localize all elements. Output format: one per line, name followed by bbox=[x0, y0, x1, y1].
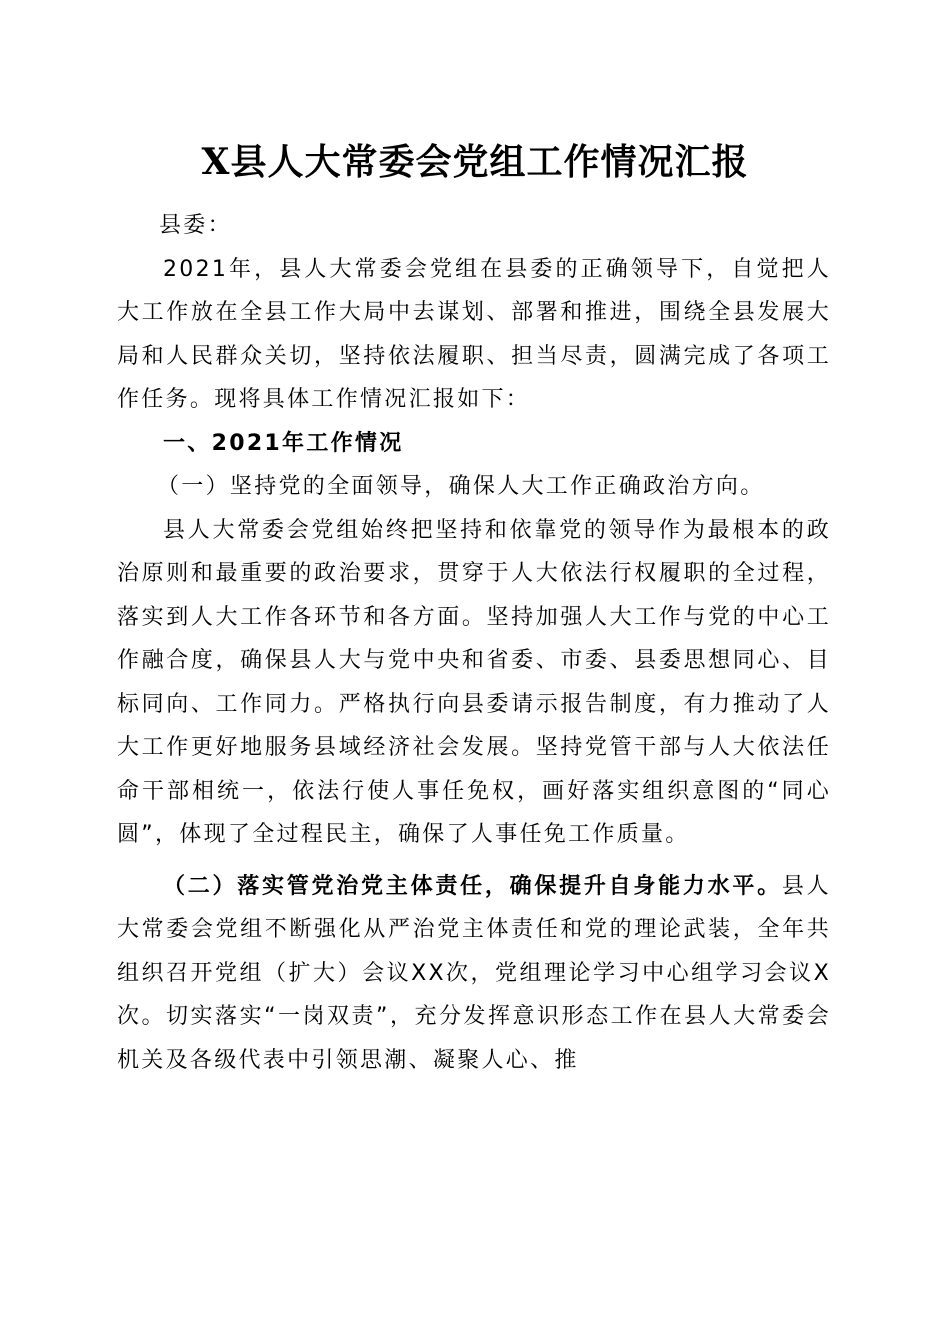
document-title: X县人大常委会党组工作情况汇报 bbox=[201, 141, 749, 183]
salutation: 县委： bbox=[159, 213, 232, 238]
document-body bbox=[117, 204, 831, 1082]
subsection-2-paragraph bbox=[117, 865, 831, 1083]
intro-paragraph: 2021年，县人大常委会党组在县委的正确领导下，自觉把人大工作放在全县工作大局中去谋划、部署和推进，围绕全县发展大局和人民群众关切，坚持依法履职、担当尽责，圆满完成了各项工作任务。现将具体工作情况汇报如下： bbox=[117, 256, 831, 412]
subsection-2-heading: （二）落实管党治党主体责任，确保提升自身能力水平。 bbox=[163, 873, 782, 899]
subsection-1-heading: （一）坚持党的全面领导，确保人大工作正确政治方向。 bbox=[157, 474, 765, 499]
section-heading: 一、2021年工作情况 bbox=[163, 430, 404, 456]
subsection-2-body: 县人大常委会党组不断强化从严治党主体责任和党的理论武装，全年共组织召开党组（扩大）会议XX次，党组理论学习中心组学习会议X次。切实落实“一岗双责”，充分发挥意识形态工作在县人大常委会机关及各级代表中引领思潮、凝聚人心、推 bbox=[117, 873, 831, 1073]
subsection-1-paragraph: 县人大常委会党组始终把坚持和依靠党的领导作为最根本的政治原则和最重要的政治要求，贯穿于人大依法行权履职的全过程，落实到人大工作各环节和各方面。坚持加强人大工作与党的中心工作融合度，确保县人大与党中央和省委、市委、县委思想同心、目标同向、工作同力。严格执行向县委请示报告制度，有力推动了人大工作更好地服务县域经济社会发展。坚持党管干部与人大依法任命干部相统一，依法行使人事任免权，画好落实组织意图的“同心圆”，体现了全过程民主，确保了人事任免工作质量。 bbox=[117, 517, 831, 847]
